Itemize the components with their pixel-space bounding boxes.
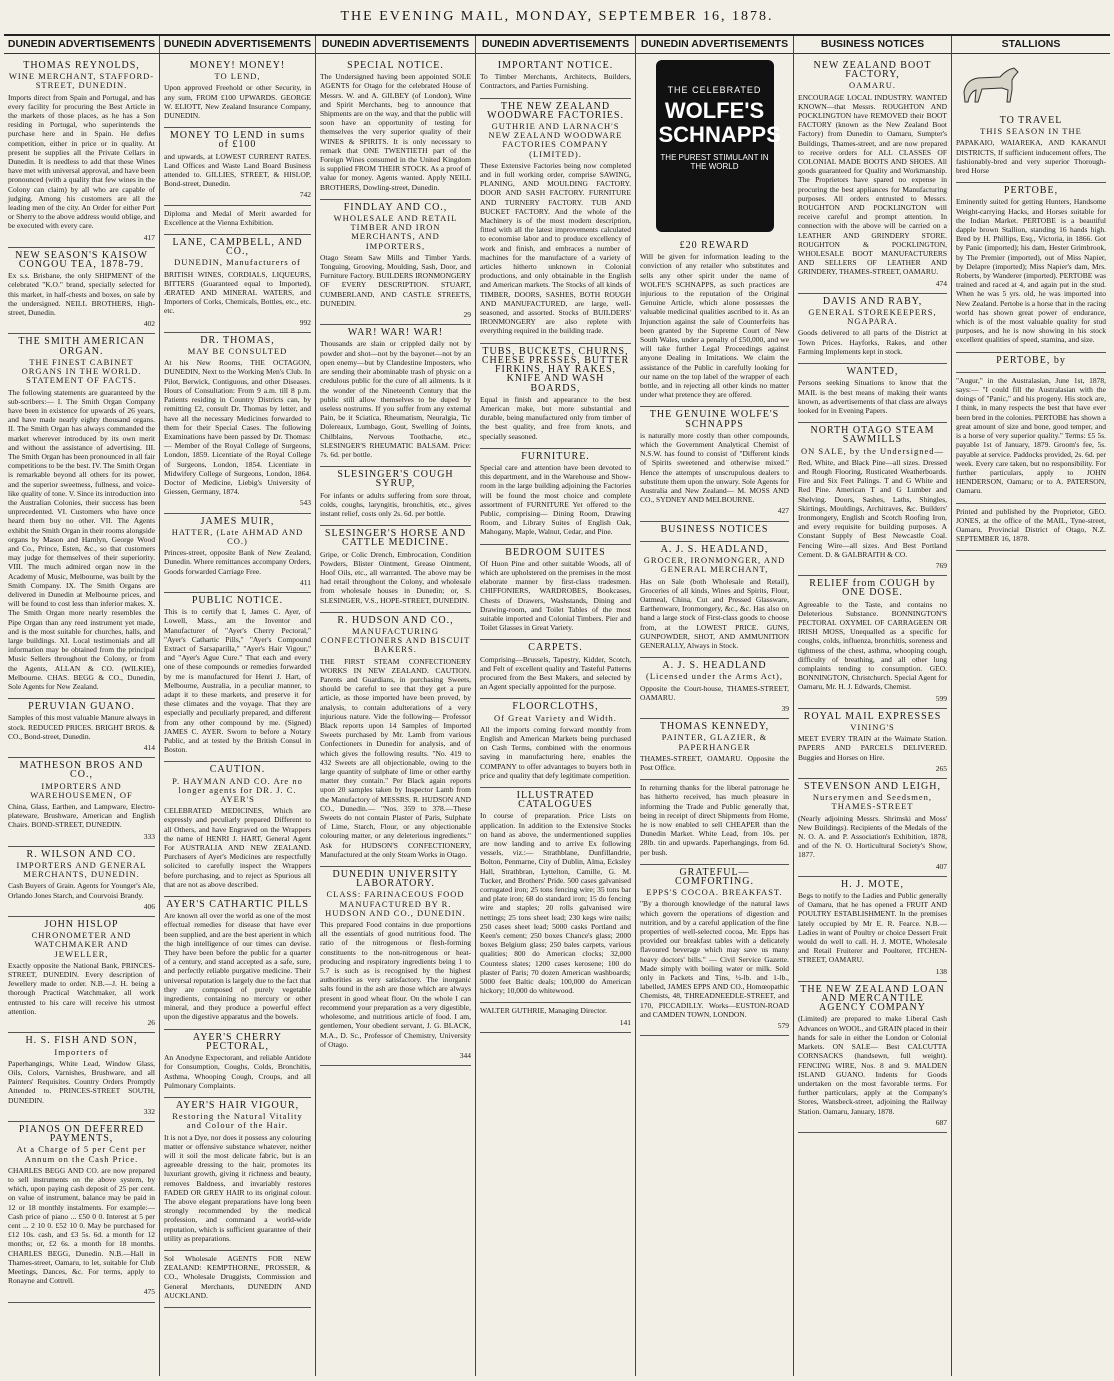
advertisement xyxy=(956,373,1106,504)
ad-reference-number: 599 xyxy=(935,693,947,703)
advertisement xyxy=(320,613,471,867)
ad-title: DR. THOMAS, xyxy=(200,334,275,346)
ad-reference-number: 406 xyxy=(143,901,155,911)
ad-body: Begs to notify to the Ladies and Public generally of Oamaru, that he has opened a FRUIT AND POULTRY ESTABLISHMENT. In the premises lately occupied by Mr E. R. Fearce. N.B.—Ladies in want of Poultry or choice Dessert Fruit would do well to call. H. J. MOTE, Wholesale and Retail Fruiterer and Poulterer, ITCHEN-STREET, OAMARU. xyxy=(798,891,947,965)
ad-body: Diploma and Medal of Merit awarded for Excellence at the Vienna Exhibition. xyxy=(164,208,311,227)
advertisement xyxy=(480,344,631,449)
column-3 xyxy=(316,36,476,1376)
ad-body: Otago Steam Saw Mills and Timber Yards. Tonguing, Grooving, Moulding, Sash, Door, and Furniture Factory. BUILDERS IRONMONGERY OF EVERY DESCRIPTION. STUART, CUMBERLAND, AND CASTLE STREETS, DUNEDIN. xyxy=(320,252,471,308)
advertisement xyxy=(164,333,311,514)
ad-body: and upwards, at LOWEST CURRENT RATES. Land Offices and Waste Land Board Business attended to. GILLIES, STREET, & HISLOP, Bond-street, Dunedin. xyxy=(164,151,311,189)
ad-body: Are known all over the world as one of the most effectual remedies for disease that have ever been supplied, and are the best aperient in which the high intelligence of our times can devise. They have been before the public for a quarter of a century, and stand accepted as a safe, sure, and perfectly reliable purgative medicine. Their universal reputation is largely due to the fact that they are composed of purely vegetable ingredients, containing no mercury or other mineral, and they produce a powerful effect upon the digestive apparatus and the bowels. xyxy=(164,911,311,1022)
ad-reference-number: 265 xyxy=(935,763,947,773)
ad-body: Comprising—Brussels, Tapestry, Kidder, Scotch, and Felt of excellent quality and Tasteful Patterns procured from the Best Makers, and selected by an Agent specially appointed for the purpose. xyxy=(480,654,631,692)
column-header: DUNEDIN ADVERTISEMENTS xyxy=(4,36,159,54)
column-header: STALLIONS xyxy=(952,36,1110,54)
ad-reference-number: 333 xyxy=(143,831,155,841)
advertisement xyxy=(164,1251,311,1308)
ad-reference-number: 417 xyxy=(143,232,155,242)
ad-subtitle: CLASS: FARINACEOUS FOOD MANUFACTURED BY R. HUDSON AND CO., DUNEDIN. xyxy=(325,889,466,918)
advertisement xyxy=(8,1033,155,1122)
column-header: DUNEDIN ADVERTISEMENTS xyxy=(160,36,315,54)
ad-subtitle: WHOLESALE AND RETAIL TIMBER AND IRON MERCHANTS, AND IMPORTERS, xyxy=(333,213,458,251)
ad-title: A. J. S. HEADLAND xyxy=(662,660,767,672)
ad-body: Will be given for information leading to the conviction of any retailer who substitutes and sells any other spirit under the name of WOLFE'S SCHNAPPS, as such practices are injurious to the reputation of the Original Genuine Article, which alone possesses the valuable medicinal qualities ascribed to it. As an Injunction against the sale of Counterfeits has been granted by the Supreme Court of New South Wales, under a penalty of £50,000, and we will take further Legal Proceedings against anyone Dealing in Imitations. We claim the assistance of the Public in carefully looking for our name on the top label of the wrapper of each bottle, and in rejecting all other kinds no matter under what pretence they are offered. xyxy=(640,252,789,400)
ad-title: FLOORCLOTHS, xyxy=(512,701,599,713)
ad-title: GRATEFUL—COMFORTING. xyxy=(674,866,755,887)
ad-title: PERTOBE, by xyxy=(996,354,1066,366)
advertisement xyxy=(798,423,947,576)
ad-subtitle: MAY BE CONSULTED xyxy=(187,346,288,357)
ad-title: H. J. MOTE, xyxy=(841,878,904,890)
ad-body: An Anodyne Expectorant, and reliable Antidote for Consumption, Coughs, Colds, Bronchitis, Asthma, Whooping Cough, Croups, and all Pulmonary Complaints. xyxy=(164,1053,311,1090)
ad-body: Red, White, and Black Pine—all sizes. Dressed and Rough Flooring, Rusticated Weatherboards. Fire and Six Feet Palings. T and G White and Red Pine. American T and G Lumber and Shelving. Doors, Sashes, Laths, Shingles, Skirtings, Mouldings, Architraves, &c. Builders' Ironmongery, English and Scotch Roofing Iron, and every requisite for building purposes. A Constant Supply of Best Newcastle Coal. Fencing Wire—all sizes. And Best Portland Cement. D. & GALBRAITH & CO. xyxy=(798,457,947,559)
advertisement xyxy=(640,407,789,521)
ad-reference-number: 414 xyxy=(143,743,155,753)
advertisement xyxy=(8,917,155,1033)
advertisement xyxy=(8,847,155,917)
ad-body: Paperhangings, White Lead, Window Glass, Oils, Colors, Varnishes, Brushware, and all Painters' Requisites. Country Orders Promptly Attended to. PRINCES-STREET SOUTH, DUNEDIN. xyxy=(8,1058,155,1105)
ad-title: BEDROOM SUITES xyxy=(505,546,606,558)
column-2 xyxy=(160,36,316,1376)
ad-title: JOHN HISLOP xyxy=(44,919,119,931)
ad-title: THOMAS KENNEDY, xyxy=(659,721,770,733)
ad-subtitle: P. HAYMAN AND CO. Are no longer agents for DR. J. C. AYER'S xyxy=(172,775,303,805)
advertisement xyxy=(798,779,947,877)
ad-title: R. HUDSON AND CO., xyxy=(337,614,454,626)
logo-text-line4: THE PUREST STIMULANT IN THE WORLD xyxy=(660,153,769,171)
ad-body: (Limited) are prepared to make Liberal Cash Advances on WOOL, and GRAIN placed in their hands for sale in either the London or Colonial Markets. ON SALE— Best CALCUTTA CORNSACKS (handsewn, full weight). FENCING WIRE, Nos. 8 and 9. MALDEN ISLAND GUANO. Indents for Goods undertaken on the most favorable terms. For further particulars, apply at the Company's Stores, Wansbeck-street, adjoining the Railway Station. Oamaru, January, 1878. xyxy=(798,1014,947,1116)
ad-reference-number: 344 xyxy=(459,1050,471,1060)
ad-title: £20 REWARD xyxy=(679,240,750,251)
advertisement xyxy=(8,334,155,699)
advertisement xyxy=(164,514,311,593)
ad-subtitle: EPPS'S COCOA. BREAKFAST. xyxy=(646,887,783,898)
ad-body: It is not a Dye, nor does it possess any colouring matter or offensive substance whatever, neither will it soil the most delicate fabric, but is an agreeable dressing to the hair, promotes its luxuriant growth, giving it richness and beauty, removes Baldness, and invariably restores FADED OR GREY HAIR to its original colour. The above elegant preparations have long been strongly recommended by the medical profession, and command a world-wide reputation, which is sufficient guarantee of their utility as preparations. xyxy=(164,1132,311,1243)
ad-title: RELIEF from COUGH by ONE DOSE. xyxy=(809,578,936,599)
advertisement xyxy=(640,522,789,542)
advertisement xyxy=(480,449,631,545)
ad-title: TO TRAVEL xyxy=(999,115,1063,126)
ad-reference-number: 39 xyxy=(781,703,789,713)
ad-body: is naturally more costly than other compounds, which the Government Analytical Chemist of N.S.W. has found to consist of "Different kinds of Spirits sweetened and otherwise mixed." Hence the attempts of unscrupulous dealers to substitute them upon the unwary. Sole Agents for Australia and New Zealand— M. MOSS AND CO., SYDNEY AND MELBOURNE. xyxy=(640,430,789,505)
ad-title: AYER'S HAIR VIGOUR, xyxy=(175,1099,300,1111)
ad-subtitle: MANUFACTURING CONFECTIONERS AND BISCUIT BAKERS. xyxy=(320,625,471,655)
ad-title: THE NEW ZEALAND WOODWARE FACTORIES. xyxy=(487,100,624,121)
ad-title: ROYAL MAIL EXPRESSES xyxy=(803,710,942,722)
wolfes-schnapps-logo xyxy=(656,60,781,232)
ad-title: R. WILSON AND CO. xyxy=(26,848,137,860)
ad-reference-number: 475 xyxy=(143,1287,155,1297)
columns-container xyxy=(4,36,1110,1376)
ad-title: THOMAS REYNOLDS, xyxy=(23,60,140,71)
advertisement xyxy=(480,545,631,641)
ad-body: Printed and published by the Proprietor, GEO. JONES, at the office of the MAIL, Tyne-street, Oamaru, Provincial District of Otago, N.Z. SEPTEMBER 16, 1878. xyxy=(956,506,1106,544)
ad-body: Opposite the Court-house, THAMES-STREET, OAMARU. xyxy=(640,683,789,702)
ad-body: CHARLES BEGG AND CO. are now prepared to sell instruments on the above system, by which, upon paying cash deposit of 25 per cent. on value of instrument, balance may be paid in 12 or 18 monthly instalments. For example:— Cash price of piano ... £50 0 0. Interest at 5 per cent ... 2 10 0. £52 10 0. May be purchased for £12 10s. cash, and £3 5s. 6d. a month for 12 months; or, £2 6s. a month for 18 months. CHARLES BEGG, Dunedin. N.B.—Hall in Thames-street, Oamaru, to let, suitable for Club Meetings, Dances, &c. For terms, apply to Ronayne and Cottrell. xyxy=(8,1165,155,1286)
advertisement xyxy=(640,865,789,1036)
ad-body: This is to certify that I, James C. Ayer, of Lowell, Mass., am the Inventor and Manufacturer of "Ayer's Cherry Pectoral," "Ayer's Cathartic Pills," "Ayer's Compound Extract of Sarsaparilla," "Ayer's Hair Vigour," and "Ayer's Ague Cure." That each and every one of these compounds or remedies forwarded by me is manufactured for Henri J. Hart, of Melbourne, Australia, in a peculiar manner, to adapt it to these markets, and preserve it for these climates and the voyage. That they are especially and peculiarly prepared, and different from any other compound by me. (Signed) JAMES C. AYER. Sworn to before a Notary Public, and at tested by the British Consul in Boston. xyxy=(164,607,311,755)
ad-reference-number: 26 xyxy=(147,1018,155,1028)
ad-body: Special care and attention have been devoted to this department, and in the Warehouse and Show-room in the large building adjoining the Factories will be found the most choice and complete assortment of FURNITURE Yet offered to the Public, comprising— Dining Room, Drawing Room, and Library Suites of English Oak, Mahogany, Maple, Walnut, Cedar, and Pine. xyxy=(480,462,631,537)
ad-body: BRITISH WINES, CORDIALS, LIQUEURS, BITTERS (Guaranteed equal to Imported), ÆRATED AND MINERAL WATERS, and Importers of Corks, Chemicals, Bottles, etc., etc. etc. xyxy=(164,269,311,316)
ad-body: These Extensive Factories being now completed and in full working order, comprise SAWING, PLANING, AND MOULDING FACTORY. DOOR AND SASH FACTORY. FURNITURE AND TURNERY FACTORY. TUB AND BUCKET FACTORY. And the whole of the Machinery is of the most modern description, fitted with all the latest improvements calculated to economise labor and to produce excellency of work and finish, and embraces a number of machines for the manufacture of a variety of articles hitherto unknown in Colonial productions, and only obtainable in the English and American markets. The Stocks of all kinds of TIMBER, DOORS, SASHES, BOTH ROUGH AND MANUFACTURED, are large, well-seasoned, and assorted. Stocks of BUILDERS' IRONMONGERY are also replete with everything required in the building trade. xyxy=(480,160,631,336)
ad-body: Eminently suited for getting Hunters, Handsome Weight-carrying Hacks, and Horses suitable for the Indian Market. PERTOBE is a beautiful dapple brown Stallion, standing 16 hands high. Bred by H. Phillips, Esq., Victoria, in 1866. Got by Panic (imported); his dam, Hester Grimbrook, by The Premier (imported), out of Miss Napier, by Delapre (imported); Miss Napier's dam, Mrs. Roberts, by Wanderer (imported). PERTOBE was trained and raced at 4, and again put in the stud. When he was 5 yrs. old, he was imported into New Zealand. Pertobe is a horse that in the racing world has shown great power of endurance, which is of the most valuable quality for stud purposes, and he is now showing in his stock excellent qualities of speed, stamina, and size. xyxy=(956,197,1106,345)
ad-title: NEW SEASON'S KAISOW CONGOU TEA, 1878-79. xyxy=(15,249,148,271)
ad-reference-number: 742 xyxy=(299,190,311,200)
advertisement xyxy=(480,640,631,699)
ad-title: DAVIS AND RABY, xyxy=(822,295,923,307)
advertisement xyxy=(480,788,631,1003)
advertisement xyxy=(956,113,1106,183)
ad-title: ILLUSTRATED CATALOGUES xyxy=(516,790,595,811)
ad-subtitle: THIS SEASON IN THE xyxy=(980,126,1082,137)
advertisement xyxy=(480,99,631,344)
ad-reference-number: 402 xyxy=(143,319,155,329)
advertisement xyxy=(164,593,311,762)
column-5 xyxy=(636,36,794,1376)
logo-text-line2: WOLFE'S xyxy=(664,98,765,123)
advertisement xyxy=(320,467,471,526)
ad-reference-number: 29 xyxy=(463,310,471,320)
ad-reference-number: 769 xyxy=(935,560,947,570)
ad-body: Samples of this most valuable Manure always in stock. REDUCED PRICES. BRIGHT BROS. & CO., Bond-street, Dunedin. xyxy=(8,713,155,741)
ad-subtitle: Importers of xyxy=(54,1046,109,1057)
ad-title: FURNITURE. xyxy=(521,450,590,462)
ad-title: PIANOS ON DEFERRED PAYMENTS, xyxy=(18,1123,145,1145)
advertisement xyxy=(798,364,947,423)
advertisement xyxy=(8,248,155,335)
ad-title: PERTOBE, xyxy=(1003,185,1059,197)
ad-title: THE SMITH AMERICAN ORGAN. xyxy=(18,336,145,357)
ad-reference-number: 687 xyxy=(935,1117,947,1127)
advertisement xyxy=(164,128,311,205)
ad-body: THAMES-STREET, OAMARU. Opposite the Post Office. xyxy=(640,753,789,772)
ad-title: PUBLIC NOTICE. xyxy=(191,594,284,606)
ad-subtitle: GROCER, IRONMONGER, AND GENERAL MERCHANT, xyxy=(643,555,786,575)
column-header: DUNEDIN ADVERTISEMENTS xyxy=(476,36,635,54)
ad-title: DUNEDIN UNIVERSITY LABORATORY. xyxy=(332,869,459,890)
horse-icon xyxy=(956,62,1026,104)
ad-body: "By a thorough knowledge of the natural laws which govern the operations of digestion and nutrition, and by a careful application of the fine properties of well-selected cocoa, Mr. Epps has provided our breakfast tables with a delicately flavoured beverage which may save us many heavy doctors' bills." — Civil Service Gazette. Made simply with boiling water or milk. Sold only in Packets and Tins, ½-lb. and 1-lb., labelled, JAMES EPPS AND CO., Homœopathic Chemists, 48, THREADNEEDLE-STREET, and 170, PICCADILLY. Works—EUSTON-ROAD and CAMDEN TOWN, LONDON. xyxy=(640,899,789,1019)
advertisement xyxy=(798,294,947,364)
ad-title: H. S. FISH AND SON, xyxy=(25,1035,138,1047)
advertisement xyxy=(480,58,631,99)
ad-title: CARPETS. xyxy=(528,642,583,654)
advertisement xyxy=(8,1122,155,1303)
advertisement xyxy=(640,658,789,719)
ad-body: "Augur," in the Australasian, June 1st, 1878, says:— "I could fill the Australasian with the doings of "Panic," and his progeny. His stock are, I think, in many respects the best that have ever been bred in the colonies. PERTOBE has shown a great amount of size and bone, good temper, and is a horse of very superior quality." Terms: £5 5s. payable 1st of January, 1879. Groom's fee, 5s. payable at service. Paddocks provided, 2s. 6d. per week. Every care taken, but no responsibility. For further particulars, apply to JOHN HENDERSON, Oamaru; or to A. PATERSON, Oamaru. xyxy=(956,375,1107,496)
ad-body: Exactly opposite the National Bank, PRINCES-STREET, DUNEDIN. Every description of Jewellery made to order. N.B.—J. H. being a thorough Practical Watchmaker, all work entrusted to his care will receive his utmost attention. xyxy=(8,960,155,1016)
advertisement xyxy=(320,526,471,613)
advertisement xyxy=(164,1098,311,1251)
ad-body: THE FIRST STEAM CONFECTIONERY WORKS IN NEW ZEALAND. CAUTION. Parents and Guardians, in purchasing Sweets, should be careful to see that they get a pure article, as those imported have been proved, by analysis, to contain adulterations of a very injurious nature. Vide the following— Professor Black reports upon 14 Samples of Imported Sweets purchased by Mr. Lamb from various Confectioners in Dunedin for analysis, and of which gives the following results. "No. 419 to 432 Sweets are all objectionable, owing to the large quantity of sulphate of lime or other earthy matter they contain." Per Black again reports upon 20 samples taken by Inspector Lamb from the Manufactory of MESSRS. R. HUDSON AND CO., Dunedin.— "Nos. 359 to 378.—These Sweets do not contain Plaster of Paris, Sulphate of Lime, Starch, Flour, or any objectionable colouring matter, or any deleterious ingredients." Ask for HUDSON'S CONFECTIONERY, Manufactured at the only Steam Works in Otago. xyxy=(320,656,471,859)
advertisement xyxy=(320,325,471,467)
advertisement xyxy=(164,1030,311,1098)
masthead xyxy=(0,0,1114,34)
ad-title: PERUVIAN GUANO. xyxy=(28,701,135,713)
ad-title: NEW ZEALAND BOOT FACTORY, xyxy=(813,60,932,81)
ad-body: Persons seeking Situations to know that the MAIL is the best means of making their wants known, as advertisements of that class are always looked for in Evening Papers. xyxy=(798,378,947,415)
ad-title: STEVENSON AND LEIGH, xyxy=(804,781,941,793)
ad-subtitle: IMPORTERS AND GENERAL MERCHANTS, DUNEDIN. xyxy=(16,860,147,880)
ad-body: Of Huon Pine and other suitable Woods, all of which are upholstered on the premises in the most elaborate manner by first-class tradesmen. CHIFFONIERS, WARDROBES, Bookcases, Chests of Drawers, Washstands, Dining and Drawing-room, and Toilet Tables of the most suitable imported and Colonial Timbers. Pier and Toilet Glasses in Great Variety. xyxy=(480,558,631,633)
advertisement xyxy=(480,1003,631,1032)
advertisement xyxy=(798,877,947,982)
advertisement xyxy=(798,982,947,1133)
ad-title: SLESINGER'S HORSE AND CATTLE MEDICINE. xyxy=(324,528,467,549)
ad-body: Thousands are slain or crippled daily not by powder and shot—not by the bayonet—not by an open enemy—but by Clandestine Imposters, who are sending their abominable trash of physic on a credulous public for the cure of all ailments. Is it the wonder of the Nineteenth Century that the public still allow themselves to be duped by useless nostrums. If you suffer from any external Pain, be it Sciatica, Rheumatism, Neuralgia, Tic Dolereaux, Lumbago, Gout, Swelling of Joints, Chilblains, Nervous Toothache, etc., SLESINGER'S RHEUMATIC BALSAM. Price: 7s. 6d. per bottle. xyxy=(320,339,471,459)
ad-title: TUBS, BUCKETS, CHURNS, CHEESE PRESSES, BUTTER FIRKINS, HAY RAKES, KNIFE AND WASH BOARDS, xyxy=(481,345,630,394)
ad-title: A. J. S. HEADLAND, xyxy=(660,543,769,555)
ad-title: MONEY! MONEY! xyxy=(189,60,286,71)
column-1 xyxy=(4,36,160,1376)
ad-title: MATHESON BROS AND CO., xyxy=(19,760,144,781)
ad-title: SPECIAL NOTICE. xyxy=(347,60,444,71)
ad-subtitle: HATTER, (Late AHMAD AND CO.) xyxy=(171,526,304,546)
advertisement xyxy=(480,699,631,788)
ad-body: Upon approved Freehold or other Security, in any sum, FROM £100 UPWARDS. GEORGE W. ELIOTT, New Zealand Insurance Company, DUNEDIN. xyxy=(164,83,311,121)
column-header: BUSINESS NOTICES xyxy=(794,36,951,54)
ad-reference-number: 141 xyxy=(619,1017,631,1027)
ad-body: To Timber Merchants, Architects, Builders, Contractors, and Parties Furnishing. xyxy=(480,72,631,91)
advertisement xyxy=(640,238,789,407)
ad-body: At his New Rooms, THE OCTAGON, DUNEDIN, Next to the Working Men's Club. In Pilot, Berwick, Contiguous, and other Diseases. Hours of Consultation: From 9 a.m. till 8 p.m. Patients residing in Country Districts can, by remitting £2, consult Dr. Thomas by letter, and have all the necessary Medicines forwarded to them for their Special Cases. The following Examinations have been passed by Dr. Thomas:— Member of the Royal College of Surgeons, London, 1859. Licentiate of the Royal College of Surgeons, London, 1854. Licentiate in Midwifery College of Surgeons, London, 1864. Doctor of Medicine, Liebig's University of Giessen, Germany, 1874. xyxy=(164,358,311,497)
ad-subtitle: VINING'S xyxy=(850,722,895,732)
ad-reference-number: 138 xyxy=(935,966,947,976)
ad-title: THE NEW ZEALAND LOAN AND MERCANTILE AGENCY COMPANY xyxy=(800,983,945,1014)
ad-body: WALTER GUTHRIE, Managing Director. xyxy=(480,1006,607,1016)
ad-subtitle: Of Great Variety and Width. xyxy=(494,712,617,723)
ad-subtitle: Restoring the Natural Vitality and Colour of the Hair. xyxy=(172,1111,303,1131)
ad-body: PAPAKAIO, WAIAREKA, AND KAKANUI DISTRICTS, If sufficient inducement offers, The fashionably-bred and very superior Thorough-bred Horse xyxy=(956,138,1106,176)
advertisement xyxy=(956,183,1106,352)
ad-reference-number: 407 xyxy=(935,861,947,871)
ad-reference-number: 543 xyxy=(299,498,311,508)
ad-title: THE GENUINE WOLFE'S SCHNAPPS xyxy=(649,409,780,430)
ad-subtitle: PAINTER, GLAZIER, & PAPERHANGER xyxy=(661,732,768,752)
advertisement xyxy=(640,780,789,865)
ad-title: FINDLAY AND CO., xyxy=(343,201,448,213)
advertisement xyxy=(320,200,471,325)
column-header: DUNEDIN ADVERTISEMENTS xyxy=(316,36,475,54)
ad-reference-number: 427 xyxy=(777,506,789,516)
ad-body: Equal in finish and appearance to the best American make, but more substantial and durable, being manufactured only from timber of the best quality, and free from knots, and specially seasoned. xyxy=(480,394,631,441)
ad-subtitle: DUNEDIN, Manufacturers of xyxy=(174,257,301,268)
advertisement xyxy=(640,542,789,658)
advertisement xyxy=(164,762,311,897)
advertisement xyxy=(8,699,155,758)
ad-title: WAR! WAR! WAR! xyxy=(347,327,444,339)
advertisement xyxy=(956,504,1106,552)
ad-title: SLESINGER'S COUGH SYRUP, xyxy=(337,469,454,490)
ad-subtitle: At a Charge of 5 per Cent per Annum on the Cash Price. xyxy=(16,1144,147,1164)
ad-body: In returning thanks for the liberal patronage he has hitherto received, has much pleasure in informing the Trade and Public generally that, being in receipt of direct Shipments from Home, he is now enabled to sell CHEAPER than the Dunedin Market. White Lead, from 10s. per 28lb. tin and upwards. Paperhangings, from 6d. per bush. xyxy=(640,783,789,857)
ad-subtitle: IMPORTERS AND WAREHOUSEMEN, OF xyxy=(30,780,133,800)
ad-body: Has on Sale (both Wholesale and Retail), Groceries of all kinds, Wines and Spirits, Flour, Oatmeal, China, Cut and Pressed Glassware, Earthenware, Ironmongery, &c., &c. Has also on hand a large stock of First-class goods to choose from, at the LOWEST PRICE. GUNS, GUNPOWDER, SHOT, AND AMMUNITION GENERALLY, Always in Stock. xyxy=(640,576,789,650)
ad-body: CELEBRATED MEDICINES, Which are expressly and peculiarly prepared Different to all Others, and have Engraved on the Wrappers the name of HENRI J. HART, General Agent For AUSTRALIA AND NEW ZEALAND. Purchasers of Ayer's Medicines are respectfully solicited to carefully inspect the Wrappers before purchasing, and to reject as Spurious all that are not as above described. xyxy=(164,806,311,889)
ad-subtitle: ON SALE, by the Undersigned— xyxy=(801,445,944,456)
logo-text-line3: SCHNAPPS xyxy=(658,122,781,147)
ad-title: MONEY TO LEND in sums of £100 xyxy=(169,130,306,151)
ad-title: AYER'S CATHARTIC PILLS xyxy=(166,899,309,911)
advertisement xyxy=(798,576,947,709)
ad-body: The following statements are guaranteed by the sub-scribers:— I. The Smith Organ Company have been in existence for upwards of 26 years, and have made nearly eighty thousand organs. II. The Smith Organ has always commanded the market wherever introduced by its own merit and without the assistance of advertising. III. The Smith Organ has been pronounced in all fair competitions to be the best. IV. The Smith Organ is remarkable beyond all others for its power, and the superior sweetness, fullness, and voice-like quality of tone. V. Since its introduction into the Australian Colonies, their success has been unprecedented. VI. Customers who have once heard them buy no other. VII. The Agents exhibit the Smith Organ in their rooms alongside organs by Mason and Hamlyn, George Wood and Co., Prince, Esten, &c., so that customers may judge for themselves of their superiority. VIII. The much admired organ now in the Academy of Music, Melbourne, was built by the Smith Company. IX. The Smith Organs are delivered in Dunedin at Melbourne prices, and will be found to cost less than inferior makes. X. The Smith Organ more nearly resembles the Pipe Organ than any reed instrument yet made, and is the most suitable for churches, halls, and large buildings. XI. Local testimonials and all information may be obtained from the principal Music Sellers throughout the Colony, or from the Agents, ALLAN & CO. (WILKIE), Melbourne. CHAS. BEGG & CO., Dunedin, Sole Agents for New Zealand. xyxy=(8,387,155,691)
ad-title: AYER'S CHERRY PECTORAL, xyxy=(192,1031,283,1052)
column-7 xyxy=(952,36,1110,1376)
ad-subtitle: Nurserymen and Seedsmen, THAMES-STREET xyxy=(812,792,933,812)
ad-body: Cash Buyers of Grain. Agents for Younger's Ale, Orlando Jones Starch, and Courvoisi Brandy. xyxy=(8,881,155,900)
newspaper-title: THE EVENING MAIL, MONDAY, SEPTEMBER 16, 1878. xyxy=(340,9,774,24)
ad-body: ENCOURAGE LOCAL INDUSTRY. WANTED KNOWN—that Messrs. ROUGHTON AND POCKLINGTON have REMOVED their BOOT FACTORY (known as the New Zealand Boot Factory) from Dunedin to Oamaru, Sumpter's Buildings, Thames-street, and are now prepared to receive orders for ALL CLASSES OF COLONIAL MADE BOOTS AND SHOES. All goods guaranteed for Quality and Workmanship. The Proprietors have spared no expense in procuring the best appliances for Manufacturing purposes. All orders entrusted to Messrs. ROUGHTON AND POCKLINGTON will receive careful and prompt attention. In connection with the above will be carried on a LEATHER AND GRINDERY STORE. ROUGHTON & POCKLINGTON, WHOLESALE BOOT MANUFACTURERS AND SELLERS OF LEATHER AND GRINDERY, THAMES-STREET, OAMARU. xyxy=(798,92,947,277)
ad-body: Ex s.s. Brisbane, the only SHIPMENT of the celebrated "K.O." brand, specially selected for this market, in half-chests and boxes, on sale by the undersigned. NEILL BROTHERS, High-street, Dunedin. xyxy=(8,271,155,318)
advertisement xyxy=(798,58,947,294)
advertisement xyxy=(164,58,311,128)
ad-body: This prepared Food contains in due proportions all the essentials of good nutritious food. The ratio of the nitrogenous or flesh-forming constituents to the non-nitrogenous or heat-producing and respiratory ingredients being 1 to 5.7 is such as is recognised by the highest authorities as very satisfactory. The inorganic salts found in the ash are those which are always present in good wheat flour. On the whole I can recommend your preparation as a very digestible, wholesome, and nutritious article of food. I am, gentlemen, Your obedient servant, J. G. BLACK, M.A., D. Sc., Professor of Chemistry, University of Otago. xyxy=(320,920,471,1049)
ad-reference-number: 992 xyxy=(299,317,311,327)
advertisement xyxy=(164,897,311,1030)
ad-body: Agreeable to the Taste, and contains no Deleterious Substance. BONNINGTON'S PECTORAL OXYMEL OF CARRAGEEN OR IRISH MOSS, Unequalled as a specific for coughs, colds, influenza, bronchitis, soreness and tightness of the chest, asthma, whooping cough, difficulty of breathing, and all other lung complaints tending to consumption. GEO. BONNINGTON, Christchurch. Special Agent for Oamaru, Mr. H. J. Edwards, Chemist. xyxy=(798,599,947,692)
column-6 xyxy=(794,36,952,1376)
advertisement xyxy=(164,206,311,235)
ad-body: Princes-street, opposite Bank of New Zealand, Dunedin. Where remittances accompany Orders, Goods forwarded Carriage Free. xyxy=(164,548,311,576)
ad-subtitle: GUTHRIE AND LARNACH'S NEW ZEALAND WOODWARE FACTORIES COMPANY (LIMITED). xyxy=(488,121,623,159)
ad-body: Sol Wholesale AGENTS FOR NEW ZEALAND: KEMPTHORNE, PROSSER, & CO., Wholesale Druggists, Commission and General Merchants, DUNEDIN AND AUCKLAND. xyxy=(164,1253,311,1300)
ad-title: JAMES MUIR, xyxy=(200,515,275,527)
ad-body: In course of preparation. Price Lists on application. In addition to the Extensive Stocks on hand as above, the undermentioned supplies are now landing and to arrive Ex following vessels, viz.:— Strathblane, Dunfillandrie, Bolton, Penmarne, City of Dublin, Alma, Ecksley Hall, Strathbran, Lyttelton, Camille, G. M. Tucker, and Brothers' Pride. 500 cases galvanised corrugated iron; 25 tons fencing wire; 35 tons bar and plate iron; 68 do standard iron; 15 do fencing wire and staples; 20 rolls galvanised wire nettings; 25 tons sheet lead; 230 kegs wire nails; 250 cases sheet lead; 5000 casks Portland and Keen's cement; 250 boxes Chance's glass; 2000 boxes Belgium glass; 250 bales carpets, various qualities; 800 do American clocks; 32,000 Countess slates; 1200 cases kerosene; 100 do plaster of Paris; 70 dozen American washboards; 5000 feet Baltic deals; 100,000 do American hickory; 10,000 do whitewood. xyxy=(480,811,631,996)
advertisement xyxy=(640,719,789,780)
advertisement xyxy=(956,353,1106,373)
advertisement xyxy=(320,58,471,200)
ad-title: BUSINESS NOTICES xyxy=(660,523,769,535)
ad-reference-number: 579 xyxy=(777,1021,789,1031)
ad-body: Goods delivered to all parts of the District at Town Prices. Hayforks, Rakes, and other Farming Implements kept in stock. xyxy=(798,328,947,356)
ad-reference-number: 411 xyxy=(300,577,311,587)
logo-text-line1: THE CELEBRATED xyxy=(667,85,762,95)
ad-body: China, Glass, Earthen, and Lampware, Electro-plateware, Brushware, American and English Chairs. BOND-STREET, DUNEDIN. xyxy=(8,802,155,830)
ad-body: The Undersigned having been appointed SOLE AGENTS for Otago for the celebrated House of Messrs. W. and A. GILBEY (of London), Wine and Spirit Merchants, beg to announce that Shipments are on the way, and that the public will soon have an opportunity of testing for themselves the very superior quality of their WINES & SPIRITS. It is only necessary to remark that ONE TWENTIETH part of the Foreign Wines consumed in the United Kingdom is supplied FROM THEIR STOCK. As a proof of value for money. Agents wanted. Apply NEILL BROTHERS, Dowling-street, Dunedin. xyxy=(320,72,471,192)
advertisement xyxy=(320,867,471,1066)
advertisement xyxy=(8,758,155,847)
ad-title: WANTED, xyxy=(846,366,899,378)
ad-body: Imports direct from Spain and Portugal, and has every facility for procuring the Best Article in the markets of those places, as he has a Son residing in Portugal, who superintends the purchase here and in Spain. He defies competition, either in price or in quality. At present he supplies all the Private Cellars in Dunedin. It is needless to add that these Wines have met with universal approval, and have been pronounced (with a quality that few wines in the Colony can claim) by all who are capable of judging. Among his customers are all the leading men of the city. An Order for either Port or Sherry to the above address would oblige, and be executed with every care. xyxy=(8,92,155,231)
ad-subtitle: (Licensed under the Arms Act), xyxy=(646,671,783,682)
ad-title: IMPORTANT NOTICE. xyxy=(497,60,614,71)
ad-body: Gripe, or Colic Drench, Embrocation, Condition Powders, Blister Ointment, Grease Ointment, Hoof Oils, etc., all warranted. The above may be had retail throughout the Colony, and wholesale from wholesale houses in Dunedin; or, S. SLESINGER, V.S., HOPE-STREET, DUNEDIN. xyxy=(320,549,471,605)
ad-reference-number: 332 xyxy=(143,1106,155,1116)
ad-body: (Nearly adjoining Messrs. Shrimski and Moss' New Buildings). Recipients of the Medals of the N. O. A. and P. Association's Exhibition, 1878, and of the N. O. Horticultural Society's Show, 1877. xyxy=(798,813,947,860)
ad-subtitle: WINE MERCHANT, STAFFORD-STREET, DUNEDIN. xyxy=(8,71,155,91)
column-4 xyxy=(476,36,636,1376)
column-header: DUNEDIN ADVERTISEMENTS xyxy=(636,36,793,54)
ad-title: CAUTION. xyxy=(209,764,266,776)
advertisement xyxy=(8,58,155,248)
ad-reference-number: 474 xyxy=(935,278,947,288)
advertisement xyxy=(164,235,311,333)
ad-body: MEET EVERY TRAIN at the Waimate Station. PAPERS AND PARCELS DELIVERED. Buggies and Horses on Hire. xyxy=(798,734,947,762)
advertisement xyxy=(798,709,947,779)
ad-subtitle: OAMARU. xyxy=(849,80,896,91)
ad-subtitle: CHRONOMETER AND WATCHMAKER AND JEWELLER, xyxy=(31,930,132,959)
ad-subtitle: GENERAL STOREKEEPERS, NGAPARA. xyxy=(808,307,937,327)
ad-title: NORTH OTAGO STEAM SAWMILLS xyxy=(810,425,935,446)
ad-subtitle: THE FINEST CABINET ORGANS IN THE WORLD. STATEMENT OF FACTS. xyxy=(21,356,142,386)
ad-subtitle: TO LEND, xyxy=(214,71,261,82)
ad-title: LANE, CAMPBELL, AND CO., xyxy=(172,237,303,258)
ad-body: For infants or adults suffering from sore throat, colds, coughs, laryngitis, bronchitis, etc., gives instant relief, costs only 2s. 6d. per bottle. xyxy=(320,490,471,518)
ad-body: All the imports coming forward monthly from English and American Markets being purchased on Cash Terms, combined with the enormous saving in manufacturing here, enables the COMPANY to offer advantages to buyers both in price and quality that defy legitimate competition. xyxy=(480,724,631,780)
